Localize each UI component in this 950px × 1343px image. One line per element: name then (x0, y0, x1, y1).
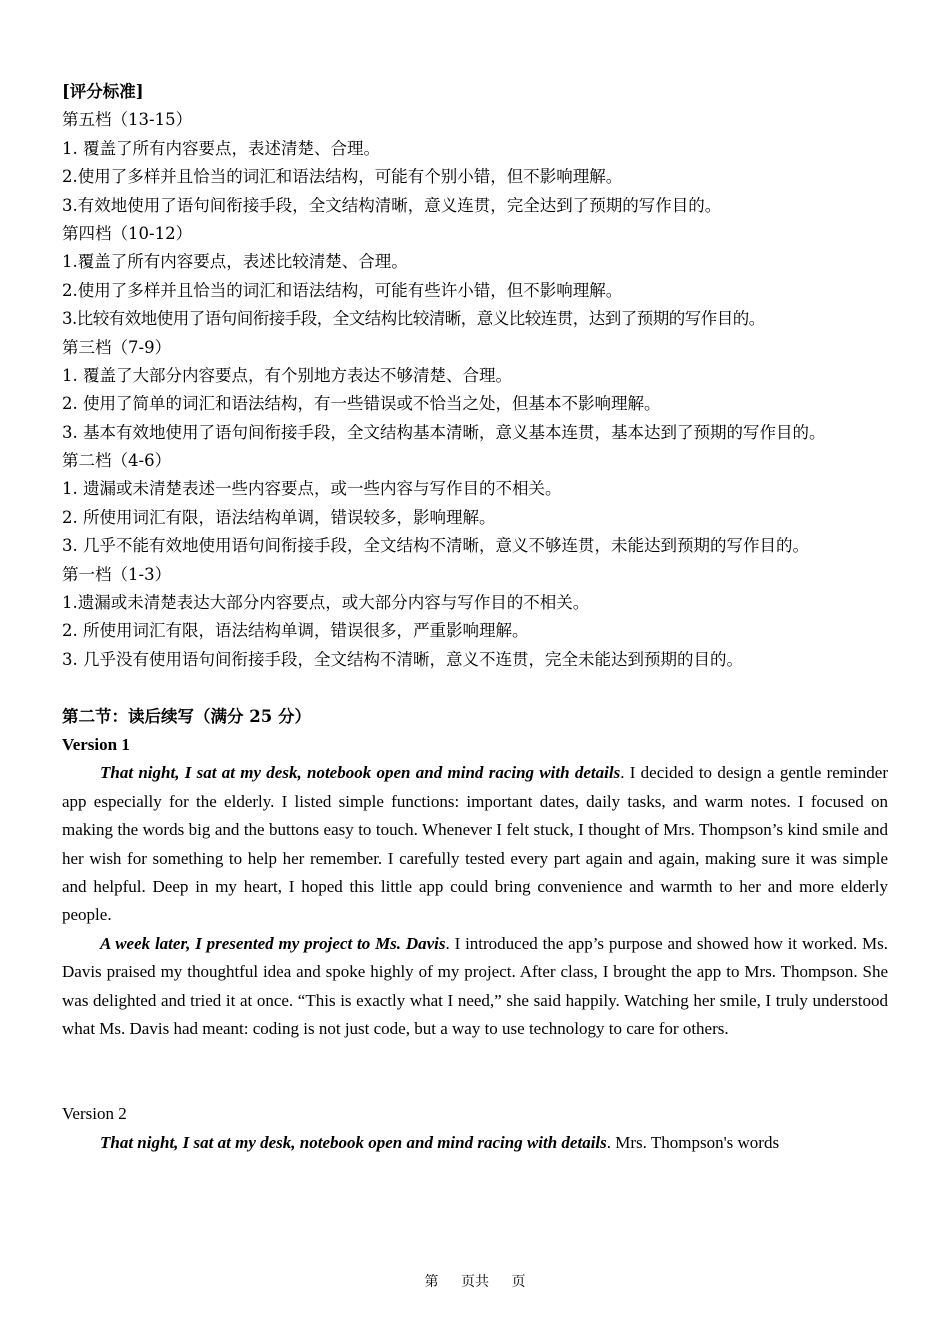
version-1-paragraph-2 (62, 930, 888, 1044)
tier-title: 第一档（1-3） (62, 564, 172, 584)
tier-4 (62, 220, 888, 334)
paragraph-body: . Mrs. Thompson's words (606, 1132, 780, 1152)
paragraph-lead: A week later, I presented my project to Ms. Davis (100, 933, 446, 953)
tier-3 (62, 334, 888, 448)
tier-item: 3.有效地使用了语句间衔接手段，全文结构清晰，意义连贯，完全达到了预期的写作目的。 (62, 195, 722, 215)
tier-item: 1.遗漏或未清楚表达大部分内容要点，或大部分内容与写作目的不相关。 (62, 593, 590, 613)
version-1-label: Version 1 (62, 735, 130, 755)
tier-title: 第二档（4-6） (62, 451, 172, 471)
tier-item: 1. 覆盖了大部分内容要点，有个别地方表达不够清楚、合理。 (62, 365, 512, 385)
criteria-heading: [评分标准] (62, 82, 144, 101)
tier-title: 第三档（7-9） (62, 337, 172, 357)
tier-item: 2. 所使用词汇有限，语法结构单调，错误较多，影响理解。 (62, 507, 496, 527)
paragraph-lead: That night, I sat at my desk, notebook open and mind racing with details (100, 763, 621, 783)
document-page (62, 78, 888, 1157)
tier-item: 2. 所使用词汇有限，语法结构单调，错误很多，严重影响理解。 (62, 621, 529, 641)
tier-item: 1.覆盖了所有内容要点，表述比较清楚、合理。 (62, 252, 408, 272)
tier-5 (62, 106, 888, 220)
tier-item: 2.使用了多样并且恰当的词汇和语法结构，可能有个别小错，但不影响理解。 (62, 167, 623, 187)
version-1-paragraph-1 (62, 759, 888, 929)
tier-item: 2. 使用了简单的词汇和语法结构，有一些错误或不恰当之处，但基本不影响理解。 (62, 394, 661, 414)
section-heading: 第二节：读后续写（满分 25 分） (62, 706, 311, 726)
paragraph-lead: That night, I sat at my desk, notebook open and mind racing with details (100, 1132, 607, 1152)
version-2-paragraph-1 (62, 1129, 888, 1157)
tier-item: 1. 覆盖了所有内容要点，表述清楚、合理。 (62, 138, 380, 158)
tier-item: 3. 几乎不能有效地使用语句间衔接手段，全文结构不清晰，意义不够连贯，未能达到预期的写作目的。 (62, 536, 809, 556)
tier-item: 3.比较有效地使用了语句间衔接手段，全文结构比较清晰，意义比较连贯，达到了预期的写作目的。 (62, 309, 765, 329)
tier-title: 第五档（13-15） (62, 110, 193, 130)
tier-item: 1. 遗漏或未清楚表述一些内容要点，或一些内容与写作目的不相关。 (62, 479, 562, 499)
version-2-label: Version 2 (62, 1104, 127, 1124)
paragraph-body: . I decided to design a gentle reminder app especially for the elderly. I listed simple functions: important dates, daily tasks, and warm notes. I focused on making the words big and the buttons easy to touch. Whenever I felt stuck, I thought of Mrs. Thompson’s kind smile and her wish for something to help her remember. I carefully tested every part again and again, making sure it was simple and helpful. Deep in my heart, I hoped this little app could bring convenience and warmth to her and more elderly people. (62, 763, 889, 925)
tier-title: 第四档（10-12） (62, 223, 193, 243)
tier-item: 3. 基本有效地使用了语句间衔接手段，全文结构基本清晰，意义基本连贯，基本达到了预期的写作目的。 (62, 422, 826, 442)
tier-1 (62, 561, 888, 675)
paragraph-body: . I introduced the app’s purpose and showed how it worked. Ms. Davis praised my thoughtful idea and spoke highly of my project. After class, I brought the app to Mrs. Thompson. She was delighted and tried it at once. “This is exactly what I need,” she said happily. Watching her smile, I truly understood what Ms. Davis had meant: coding is not just code, but a way to use technology to care for others. (62, 933, 888, 1039)
tier-2 (62, 447, 888, 561)
page-footer: 第 页共 页 (424, 1274, 526, 1290)
tier-item: 2.使用了多样并且恰当的词汇和语法结构，可能有些许小错，但不影响理解。 (62, 280, 623, 300)
tier-item: 3. 几乎没有使用语句间衔接手段，全文结构不清晰，意义不连贯，完全未能达到预期的目的。 (62, 649, 743, 669)
